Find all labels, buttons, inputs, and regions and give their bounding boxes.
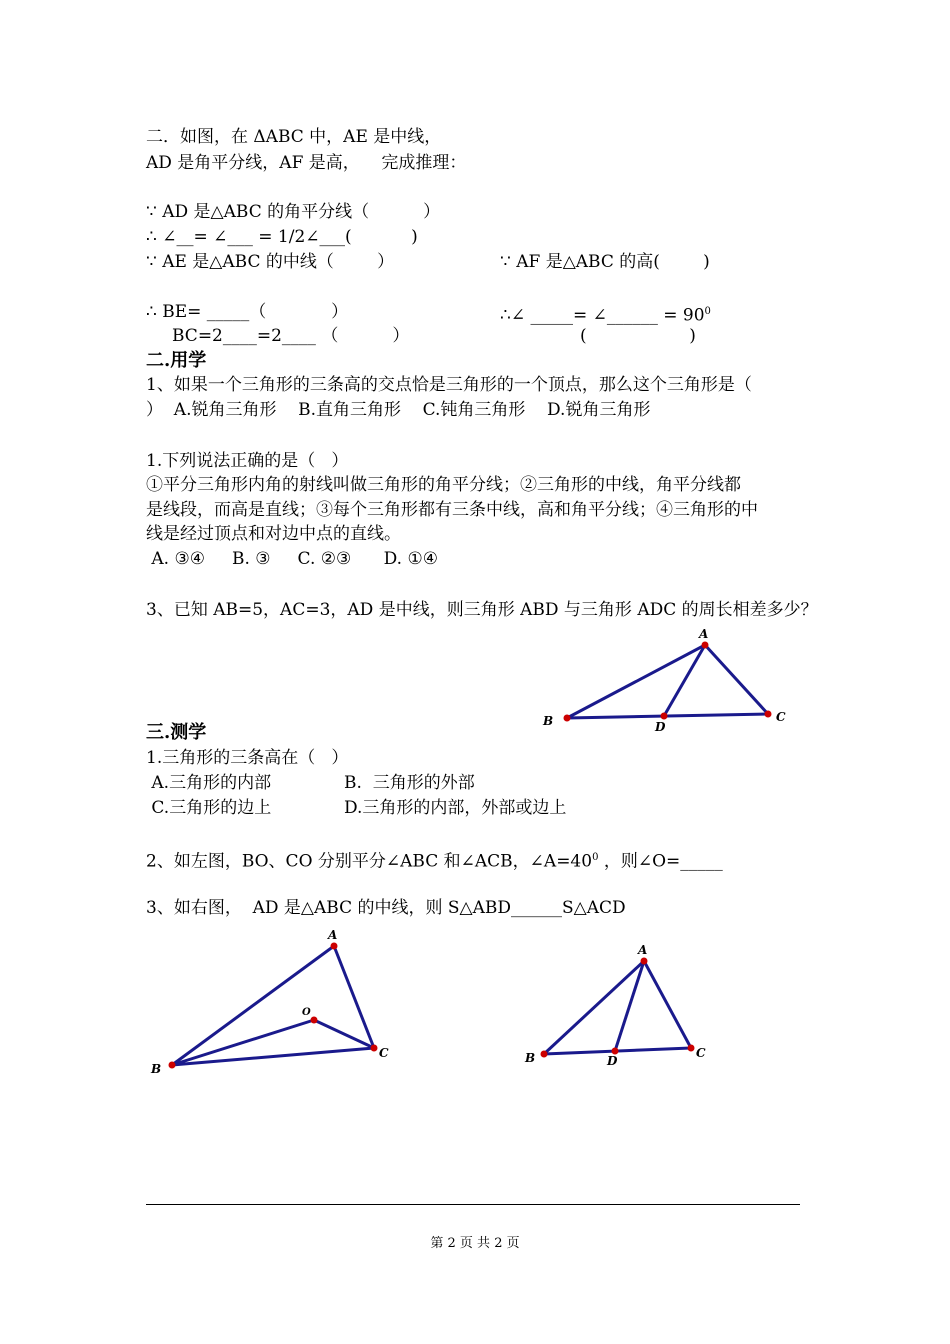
intro-line-2: AD 是角平分线，AF 是高， 完成推理：: [146, 153, 467, 173]
test-q1-option-c: C.三角形的边上: [146, 798, 272, 818]
fig2-point-a: [331, 943, 338, 950]
reason-line-5b: ( ): [580, 326, 696, 346]
page-number: 第 2 页 共 2 页: [430, 1236, 520, 1251]
figure-triangle-median-2: [520, 940, 720, 1070]
reason-line-1: ∵ AD 是△ABC 的角平分线（ ）: [146, 202, 441, 222]
reason-line-4b-text: ∴∠ _____= ∠______ = 90: [500, 305, 705, 326]
test-q1-option-a: A.三角形的内部: [146, 773, 272, 793]
q2-line-2: 是线段，而高是直线；③每个三角形都有三条中线，高和角平分线；④三角形的中: [146, 500, 758, 520]
degree-sup: 0: [704, 306, 711, 317]
fig2-point-b: [169, 1062, 176, 1069]
section-heading-3: 三.测学: [146, 722, 207, 743]
fig1-label-c: C: [776, 710, 786, 724]
q2-title: 1.下列说法正确的是（ ）: [146, 451, 349, 471]
test-q2: [146, 847, 723, 873]
reason-line-2: ∴ ∠__= ∠___ = 1/2∠___( ): [146, 227, 418, 247]
q3-text: 3、已知 AB=5，AC=3，AD 是中线，则三角形 ABD 与三角形 ADC 的周长相差多少？: [146, 600, 818, 620]
fig2-label-o: O: [302, 1007, 311, 1018]
fig1-label-b: B: [543, 714, 554, 728]
fig3-point-b: [541, 1051, 548, 1058]
reason-line-5a: BC=2____=2____ （ ）: [172, 326, 410, 346]
fig1-side-ac: [705, 645, 768, 714]
fig2-label-a: A: [328, 928, 338, 942]
test-q1-title: 1.三角形的三条高在（ ）: [146, 748, 349, 768]
fig2-side-ab: [172, 946, 334, 1065]
test-q1-option-d: D.三角形的内部，外部或边上: [344, 798, 567, 818]
fig3-label-c: C: [696, 1046, 706, 1060]
q1-line-2: ） A.锐角三角形 B.直角三角形 C.钝角三角形 D.锐角三角形: [146, 400, 651, 420]
q2-line-3: 线是经过顶点和对边中点的直线。: [146, 524, 401, 544]
test-q2-tail: ，则∠O=_____: [598, 851, 723, 872]
fig1-point-c: [765, 711, 772, 718]
footer-divider: [146, 1204, 800, 1205]
figure-triangle-median-1: [535, 625, 800, 735]
test-q2-text: 2、如左图，BO、CO 分别平分∠ABC 和∠ACB，∠A=40: [146, 851, 593, 872]
reason-line-3a: ∵ AE 是△ABC 的中线（ ）: [146, 252, 395, 272]
fig1-point-d: [661, 713, 668, 720]
fig1-point-a: [702, 642, 709, 649]
test-q2-degree: 0: [592, 852, 599, 863]
reason-line-4a: ∴ BE= _____（ ）: [146, 302, 349, 322]
fig3-label-b: B: [525, 1051, 536, 1065]
fig2-label-b: B: [151, 1062, 162, 1076]
fig1-label-d: D: [655, 720, 666, 734]
fig3-point-c: [688, 1045, 695, 1052]
fig1-label-a: A: [699, 627, 709, 641]
fig3-point-a: [641, 958, 648, 965]
fig3-side-ac: [644, 961, 691, 1048]
reason-line-3b: ∵ AF 是△ABC 的高( ): [500, 252, 710, 272]
q1-line-1: 1、如果一个三角形的三条高的交点恰是三角形的一个顶点，那么这个三角形是（: [146, 375, 752, 395]
section-heading-2: 二.用学: [146, 350, 207, 371]
intro-line-1: 二．如图，在 ΔABC 中，AE 是中线，: [146, 127, 442, 147]
q2-options: A. ③④ B. ③ C. ②③ D. ①④: [146, 549, 438, 569]
figure-angle-bisectors: [145, 925, 405, 1085]
fig2-label-c: C: [379, 1046, 389, 1060]
q2-line-1: ①平分三角形内角的射线叫做三角形的角平分线；②三角形的中线，角平分线都: [146, 475, 741, 495]
fig3-label-d: D: [607, 1054, 618, 1068]
test-q3: 3、如右图， AD 是△ABC 的中线，则 S△ABD______S△ACD: [146, 898, 626, 918]
test-q1-option-b: B. 三角形的外部: [344, 773, 475, 793]
fig1-point-b: [564, 715, 571, 722]
fig2-point-o: [311, 1017, 318, 1024]
reason-line-4b: [500, 301, 711, 327]
fig2-point-c: [371, 1045, 378, 1052]
fig3-label-a: A: [638, 943, 648, 957]
